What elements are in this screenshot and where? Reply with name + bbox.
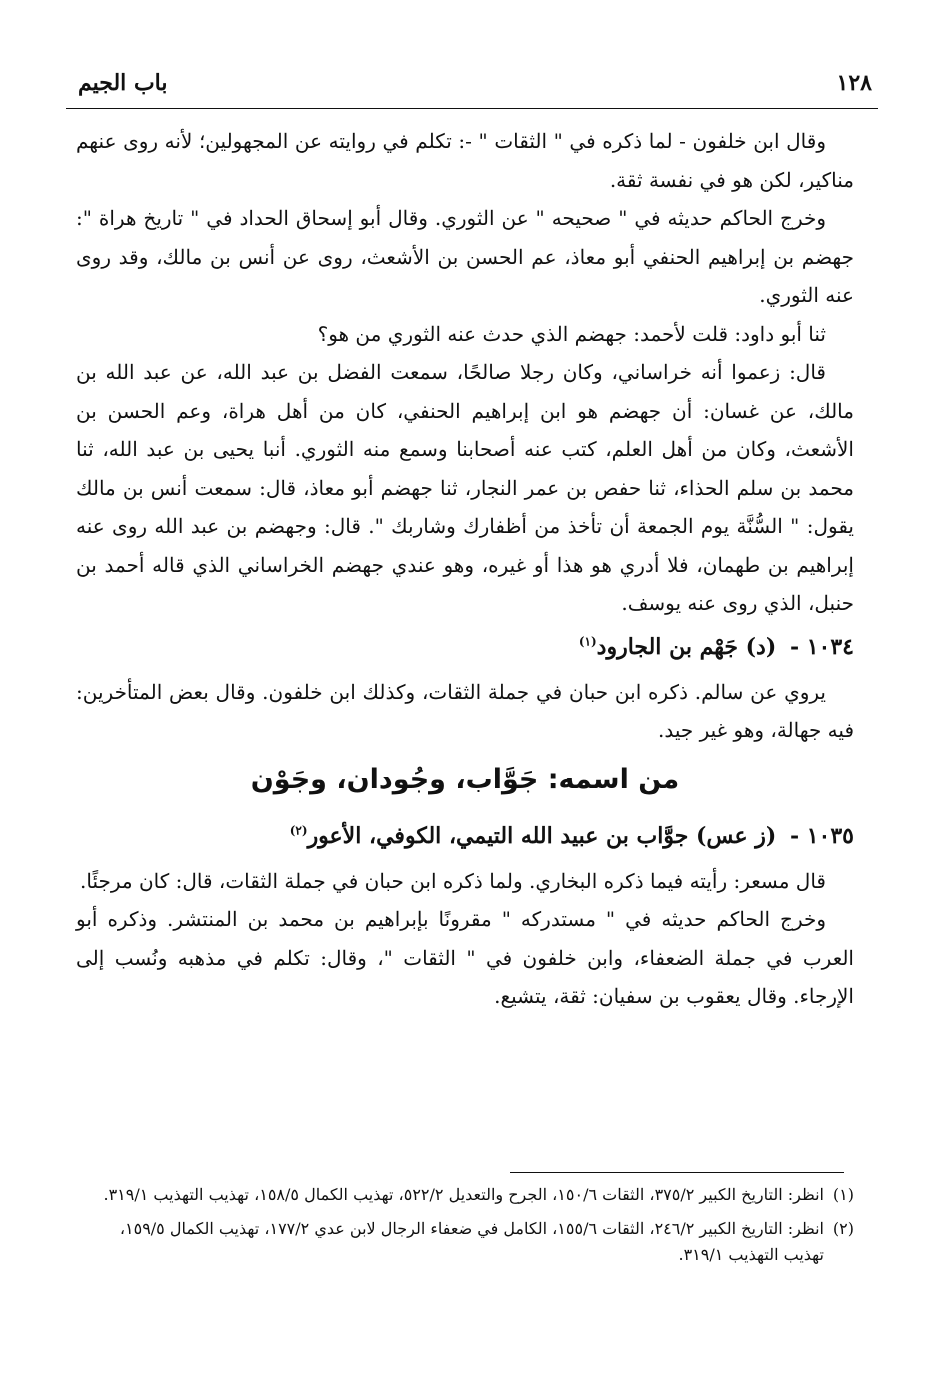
page-number: ١٢٨: [836, 70, 872, 96]
footnote-number: (١): [832, 1185, 854, 1204]
entry-title: (ز عس) جوَّاب بن عبيد الله التيمي، الكوفي، الأعور: [307, 822, 777, 849]
paragraph-mustadrak: وخرج الحاكم حديثه في " مستدركه " مقرونًا بإبراهيم بن محمد بن المنتشر. وذكره أبو العرب في جملة الضعفاء، وابن خلفون في " الثقات "، وقال: تكلم في مذهبه ونُسب إلى الإرجاء. وقال يعقوب بن سفيان: ثقة، يتشيع.: [76, 907, 854, 1008]
footnote-text: انظر: التاريخ الكبير ٢٤٦/٢، الثقات ١٥٥/٦، الكامل في ضعفاء الرجال لابن عدي ١٧٧/٢، تهذيب الكمال ١٥٩/٥، تهذيب التهذيب ٣١٩/١.: [119, 1219, 824, 1264]
footnote-text: انظر: التاريخ الكبير ٣٧٥/٢، الثقات ١٥٠/٦، الجرح والتعديل ٥٢٢/٢، تهذيب الكمال ١٥٨/٥، تهذيب التهذيب ٣١٩/١.: [103, 1185, 824, 1204]
main-text: [76, 122, 854, 1016]
paragraph-yarwi-an-salim: يروي عن سالم. ذكره ابن حبان في جملة الثقات، وكذلك ابن خلفون. وقال بعض المتأخرين: فيه جهالة، وهو غير جيد.: [76, 679, 854, 742]
paragraph-abu-dawud: ثنا أبو داود: قلت لأحمد: جهضم الذي حدث عنه الثوري من هو؟: [317, 321, 826, 346]
running-head: [78, 66, 872, 106]
footnote-ref[interactable]: (١): [578, 634, 597, 649]
paragraph-ibn-khalfun: وقال ابن خلفون - لما ذكره في " الثقات " -: تكلم في روايته عن المجهولين؛ لأنه روى عنهم مناكير، لكن هو في نفسة ثقة.: [76, 129, 854, 192]
footnote: [76, 1182, 854, 1208]
entry-heading-1035: [76, 814, 854, 858]
paragraph-qala-zaamu: قال: زعموا أنه خراساني، وكان رجلا صالحًا، سمعت الفضل بن عبد الله، عن عبد الله بن مالك، عن غسان: أن جهضم هو ابن إبراهيم الحنفي، كان من أهل هراة، وعم الحسن بن الأشعث، وكان من أهل العلم، كتب عنه أصحابنا وسمع منه الثوري. أنبا يحيى بن عبد الله، ثنا محمد بن سلم الحذاء، ثنا حفص بن عمر النجار، ثنا جهضم أبو معاذ، قال: سمعت أنس بن مالك يقول: " السُّنَّة يوم الجمعة أن تأخذ من أظفارك وشاربك ". قال: وجهضم بن عبد الله روى عنه إبراهيم بن طهمان، فلا أدري هو هذا أو غيره، وهو عندي جهضم الخراساني الذي قاله أحمد بن حنبل، الذي روى عنه يوسف.: [76, 360, 854, 615]
header-divider: [66, 108, 878, 109]
running-section-title: باب الجيم: [78, 70, 168, 96]
entry-number: ١٠٣٥ -: [789, 822, 854, 849]
entry-title: (د) جَهْم بن الجارود: [596, 633, 777, 660]
footnote-divider: [510, 1172, 844, 1173]
entry-heading-1034: [76, 625, 854, 669]
footnote-ref[interactable]: (٢): [289, 823, 308, 838]
footnote-number: (٢): [832, 1219, 854, 1238]
entry-number: ١٠٣٤ -: [789, 633, 854, 660]
footnote: [76, 1216, 854, 1268]
paragraph-hakim-hadith: وخرج الحاكم حديثه في " صحيحه " عن الثوري. وقال أبو إسحاق الحداد في " تاريخ هراة ": جهضم بن إبراهيم الحنفي أبو معاذ، عم الحسن بن الأشعث، روى عن أنس بن مالك، وقد روى عنه الثوري.: [76, 206, 854, 307]
paragraph-misar: قال مسعر: رأيته فيما ذكره البخاري. ولما ذكره ابن حبان في جملة الثقات، قال: كان مرجئًا.: [80, 868, 826, 893]
section-heading: من اسمه: جَوَّاب، وجُودان، وجَوْن: [250, 763, 680, 795]
footnotes: [76, 1182, 854, 1276]
